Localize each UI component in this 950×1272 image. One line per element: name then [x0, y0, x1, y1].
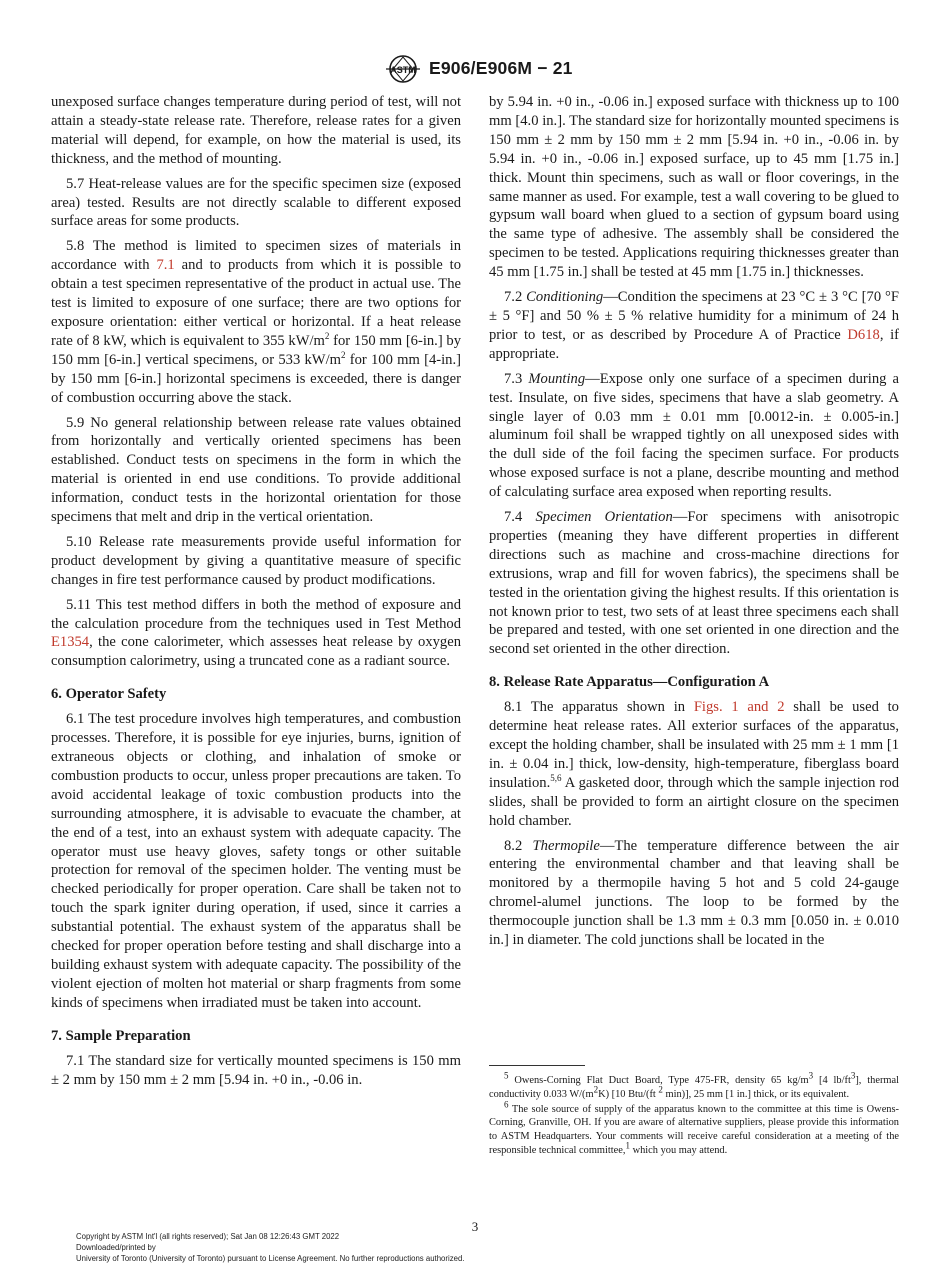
- svg-text:ASTM: ASTM: [390, 65, 416, 75]
- paragraph-7-4: 7.4 Specimen Orientation—For specimens with anisotropic properties (meaning they have different properties in different directions such as machine and cross-machine directions for extrusions, wrap and fill for woven fabrics), the specimens shall be tested in the orientation giving the highest results. If this orientation is not known prior to test, two sets of at least three specimens each shall be prepared and tested, with one set oriented in one direction and the second set oriented in the other direction.: [489, 509, 899, 658]
- heading-release-rate-apparatus: 8. Release Rate Apparatus—Configuration A: [489, 674, 770, 691]
- license-line: University of Toronto (University of Toronto) pursuant to License Agreement. No further reproductions authorized.: [76, 1253, 465, 1263]
- reference-link-e1354[interactable]: E1354: [51, 634, 90, 651]
- paragraph-7-1: 7.1 The standard size for vertically mounted specimens is 150 mm ± 2 mm by 150 mm ± 2 mm [5.94 in. +0 in., -0.06 in.: [51, 1052, 461, 1088]
- heading-operator-safety: 6. Operator Safety: [51, 686, 167, 703]
- section-link-7-1[interactable]: 7.1: [156, 257, 175, 274]
- paragraph-7-1-cont: by 5.94 in. +0 in., -0.06 in.] exposed surface with thickness up to 100 mm [4.0 in.]. The standard size for horizontally mounted specimens is 150 mm ± 2 mm by 150 mm ± 2 mm [5.94 in. +0 in., -0.06 in. by 5.94 in. +0 in., -0.06 in.] exposed surface, up to 45 mm [1.75 in.] thick. Mount thin specimens, such as wall or floor coverings, in the same manner as used. For example, test a wall covering to be glued to gypsum wall board when glued to a section of gypsum board using the same type of adhesive. The assembly shall be considered the specimen to be tested. Applications requiring thicknesses greater than 45 mm [1.75 in.] shall be tested at 45 mm [1.75 in.] thicknesses.: [489, 94, 899, 281]
- paragraph-5-7: 5.7 Heat-release values are for the specific specimen size (exposed area) tested. Results are not directly scalable to different exposed surface areas for some products.: [51, 175, 461, 230]
- astm-logo-icon: [384, 52, 422, 86]
- paragraph-6-1: 6.1 The test procedure involves high temperatures, and combustion processes. Therefore, it is possible for eye injuries, burns, ignition of extraneous objects or clothing, and inhalation of smoke or combustion products to occur, unless proper precautions are taken. To avoid accidental leakage of toxic combustion products into the surrounding atmosphere, it is advisable to evacuate the chamber, at the end of a test, into an exhaust system with adequate capacity. The operator must use heavy gloves, safety tongs or other suitable protection for removal of the specimen holder. The venting must be checked periodically for proper operation. Care shall be taken not to touch the spark igniter during operation, if used, since it carries a substantial potential. The exhaust system of the apparatus shall be checked for proper operation before testing and shall discharge into a building exhaust system with adequate capacity. The possibility of the violent ejection of molten hot material or sharp fragments from some kinds of specimens when irradiated must be taken into account.: [51, 711, 461, 1011]
- paragraph-8-2: 8.2 Thermopile—The temperature difference between the air entering the environmental chamber and that leaving shall be monitored by a thermopile having 5 hot and 5 cold 24-gauge chromel-alumel junctions. The loop to be formed by the thermocouple junction shall be 1.3 mm ± 0.3 mm [0.050 in. ± 0.010 in.] in diameter. The cold junctions shall be located in the: [489, 837, 899, 949]
- copyright-line: Copyright by ASTM Int'l (all rights reserved); Sat Jan 08 12:26:43 GMT 2022: [76, 1232, 340, 1241]
- reference-link-d618[interactable]: D618: [847, 326, 880, 343]
- footnote-6: $^6$ The sole source of supply of the apparatus known to the committee at this time is Owens-Corning, Granville, OH. If you are aware of alternative suppliers, please provide this information to ASTM Headquarters. Your comments will receive careful consideration at a meeting of the responsible technical committee,$^1$ which you may attend.: [489, 1099, 899, 1156]
- figure-link-figs-1-2[interactable]: Figs. 1 and 2: [693, 699, 785, 716]
- page-header: [0, 52, 950, 86]
- right-column: [489, 93, 899, 956]
- page-number: 3: [471, 1219, 479, 1234]
- paragraph-5-9: 5.9 No general relationship between release rate values obtained from horizontally and vertically oriented specimens has been established. Conduct tests on specimens in the form in which the material is oriented in end use conditions. To provide additional information, conduct tests in the horizontal orientation for those specimens that melt and drip in the vertical orientation.: [51, 414, 461, 526]
- paragraph-7-3: 7.3 Mounting—Expose only one surface of a specimen during a test. Insulate, on five sides, specimens that have a slab geometry. A single layer of 0.03 mm ± 0.01 mm [0.0012-in. ± 0.005-in.] aluminum foil shall be wrapped tightly on all unexposed sides with the dull side of the foil facing the specimen surface. For products whose exposed surface is not a plane, describe mounting and method of calculating surface area exposed when reporting results.: [489, 370, 900, 501]
- paragraph-7-2: 7.2 Conditioning—Condition the specimens at 23 °C ± 3 °C [70 °F ± 5 °F] and 50 % ± 5 % relative humidity for a minimum of 24 h prior to test, or as described by Procedure A of Practice D618, if appropriate.: [489, 289, 900, 362]
- footnotes: [489, 1070, 900, 1159]
- left-column: [51, 93, 461, 1095]
- document-designation: E906/E906M − 21: [429, 58, 573, 78]
- paragraph-8-1: 8.1 The apparatus shown in Figs. 1 and 2 shall be used to determine heat release rates. All exterior surfaces of the apparatus, except the holding chamber, shall be insulated with 25 mm ± 1 mm [1 in. ± 0.04 in.] thick, low-density, high-temperature, fiberglass board insulation.$^{5,6}$ A gasketed door, through which the sample injection rod slides, shall be provided to form an airtight closure on the specimen hold chamber.: [489, 699, 899, 829]
- download-line: Downloaded/printed by: [76, 1242, 156, 1252]
- footnote-divider: [489, 1065, 585, 1066]
- paragraph-5-10: 5.10 Release rate measurements provide useful information for product development by giving a quantitative measure of specific changes in fire test performance caused by product modifications.: [51, 533, 461, 588]
- heading-sample-preparation: 7. Sample Preparation: [51, 1027, 191, 1044]
- paragraph-5-8: 5.8 The method is limited to specimen sizes of materials in accordance with 7.1 and to products from which it is possible to obtain a test specimen representative of the product in actual use. The test is limited to exposure of one surface; there are two options for exposure orientation: either vertical or horizontal. If a heat release rate of 8 kW, which is equivalent to 355 $kW/m^2$ for 150 mm [6-in.] by 150 mm [6-in.] vertical specimens, or 533 $kW/m^2$ for 100 mm [4-in.] by 150 mm [6-in.] horizontal specimens is exceeded, there is danger of combustion occurring above the stack.: [51, 238, 461, 406]
- footnote-5: $^5$ Owens-Corning Flat Duct Board, Type 475-FR, density 65 $kg/m^3$ [4 $lb/ft^3$], thermal conductivity 0.033 $W/(m^2K)$ [10 Btu/(ft $^2$ min)], 25 mm [1 in.] thick, or its equivalent.: [489, 1070, 900, 1100]
- footnote-ref-5-6: 5,6: [550, 772, 562, 783]
- paragraph-5-11: 5.11 This test method differs in both the method of exposure and the calculation procedure from the techniques used in Test Method E1354, the cone calorimeter, which assesses heat release by oxygen consumption calorimetry, using a truncated cone as a radiant source.: [51, 596, 461, 670]
- copyright-notice: [76, 1232, 464, 1264]
- paragraph-5-6-cont: unexposed surface changes temperature during period of test, will not attain a steady-state release rate. Therefore, release rates for a given material will depend, for example, on how the material is used, its thickness, and the method of mounting.: [51, 94, 461, 167]
